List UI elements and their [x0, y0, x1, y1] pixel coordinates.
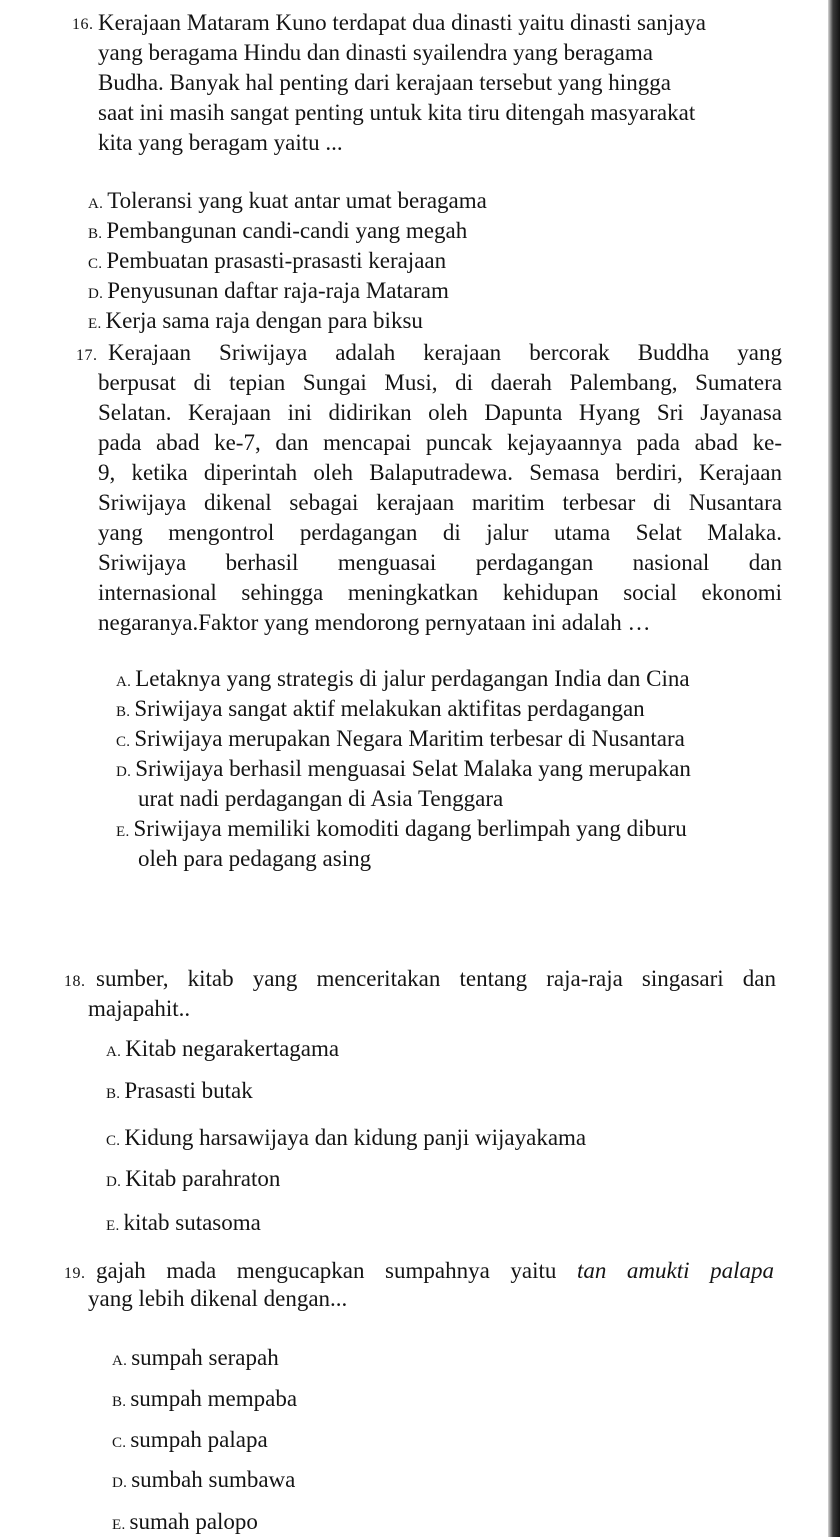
question-number: 17.: [76, 347, 98, 364]
stem-line: majapahit..: [88, 996, 191, 1021]
question-number: 16.: [72, 16, 94, 33]
option-d[interactable]: [106, 1164, 280, 1197]
stem-line: yang lebih dikenal dengan...: [88, 1286, 348, 1311]
option-text: Kitab parahraton: [125, 1166, 281, 1191]
option-b[interactable]: [88, 216, 467, 249]
option-letter: C.: [112, 1435, 127, 1451]
option-text: sumah palopo: [129, 1509, 258, 1534]
stem-line: Kerajaan Sriwijaya adalah kerajaan bercorak Buddha yang: [108, 340, 782, 365]
option-text: Kerja sama raja dengan para biksu: [105, 308, 423, 333]
question-stem: [98, 8, 778, 158]
option-e[interactable]: [88, 306, 423, 339]
option-text: Prasasti butak: [124, 1078, 253, 1103]
question-number: 18.: [64, 973, 86, 990]
option-continuation: urat nadi perdagangan di Asia Tenggara: [138, 786, 504, 811]
option-text: Penyusunan daftar raja-raja Mataram: [107, 278, 449, 303]
stem-line: pada abad ke-7, dan mencapai puncak kejayaannya pada abad ke-: [98, 430, 782, 455]
option-letter: A.: [112, 1353, 128, 1369]
option-letter: B.: [88, 226, 103, 242]
option-text: Sriwijaya merupakan Negara Maritim terbesar di Nusantara: [134, 726, 685, 751]
option-letter: E.: [112, 1517, 126, 1533]
question-stem: [96, 1256, 774, 1286]
question-number: 19.: [64, 1265, 86, 1282]
option-a[interactable]: [116, 664, 690, 697]
stem-line: negaranya.Faktor yang mendorong pernyataan ini adalah …: [98, 610, 651, 635]
option-text: kitab sutasoma: [123, 1210, 261, 1235]
option-letter: A.: [106, 1044, 122, 1060]
option-text: Kitab negarakertagama: [125, 1036, 340, 1061]
option-text: Kidung harsawijaya dan kidung panji wijayakama: [124, 1125, 587, 1150]
option-c[interactable]: [116, 724, 685, 757]
page-edge-shadow: [828, 0, 840, 1537]
option-text: sumpah serapah: [131, 1345, 279, 1370]
option-a[interactable]: [88, 186, 487, 219]
stem-line: kita yang beragam yaitu ...: [98, 130, 343, 155]
option-e[interactable]: [116, 814, 687, 847]
stem-italic-phrase: tan amukti palapa: [576, 1258, 774, 1283]
option-e[interactable]: [106, 1208, 261, 1241]
stem-line: Sriwijaya dikenal sebagai kerajaan maritim terbesar di Nusantara: [98, 490, 782, 515]
stem-line: saat ini masih sangat penting untuk kita tiru ditengah masyarakat: [98, 100, 696, 125]
option-text: Pembangunan candi-candi yang megah: [106, 218, 468, 243]
stem-line: 9, ketika diperintah oleh Balaputradewa. Semasa berdiri, Kerajaan: [98, 460, 782, 485]
option-b[interactable]: [112, 1384, 297, 1417]
stem-line: internasional sehingga meningkatkan kehidupan social ekonomi: [98, 580, 782, 605]
option-text: Letaknya yang strategis di jalur perdagangan India dan Cina: [135, 666, 690, 691]
stem-line: berpusat di tepian Sungai Musi, di daerah Palembang, Sumatera: [98, 370, 782, 395]
option-continuation: oleh para pedagang asing: [138, 846, 372, 871]
option-d[interactable]: [88, 276, 449, 309]
stem-line: sumber, kitab yang menceritakan tentang raja-raja singasari dan: [96, 966, 776, 991]
option-a[interactable]: [106, 1034, 339, 1067]
option-letter: D.: [88, 286, 104, 302]
stem-line: Sriwijaya berhasil menguasai perdagangan nasional dan: [98, 550, 782, 575]
option-letter: C.: [116, 734, 131, 750]
option-letter: E.: [116, 824, 130, 840]
option-text: sumbah sumbawa: [131, 1467, 296, 1492]
option-text: Sriwijaya berhasil menguasai Selat Malaka yang merupakan: [135, 756, 691, 781]
stem-text: gajah mada mengucapkan sumpahnya yaitu: [96, 1258, 557, 1283]
option-a[interactable]: [112, 1343, 279, 1376]
option-letter: D.: [112, 1475, 128, 1491]
stem-line: Kerajaan Mataram Kuno terdapat dua dinasti yaitu dinasti sanjaya: [98, 10, 707, 35]
option-text: Sriwijaya memiliki komoditi dagang berlimpah yang diburu: [133, 816, 687, 841]
question-stem: [98, 338, 782, 638]
stem-line: Selatan. Kerajaan ini didirikan oleh Dapunta Hyang Sri Jayanasa: [98, 400, 782, 425]
option-letter: C.: [88, 256, 103, 272]
option-letter: E.: [88, 316, 102, 332]
option-letter: B.: [106, 1086, 121, 1102]
option-d[interactable]: [112, 1465, 295, 1498]
option-text: Sriwijaya sangat aktif melakukan aktifitas perdagangan: [134, 696, 645, 721]
option-letter: B.: [112, 1394, 127, 1410]
option-c[interactable]: [106, 1123, 586, 1156]
stem-line: yang mengontrol perdagangan di jalur utama Selat Malaka.: [98, 520, 782, 545]
option-c[interactable]: [112, 1425, 268, 1458]
option-letter: D.: [116, 764, 132, 780]
option-letter: A.: [116, 674, 132, 690]
option-letter: D.: [106, 1174, 122, 1190]
stem-line: Budha. Banyak hal penting dari kerajaan tersebut yang hingga: [98, 70, 671, 95]
option-letter: A.: [88, 196, 104, 212]
stem-line: yang beragama Hindu dan dinasti syailendra yang beragama: [98, 40, 653, 65]
option-letter: B.: [116, 704, 131, 720]
option-text: Pembuatan prasasti-prasasti kerajaan: [106, 248, 447, 273]
option-e[interactable]: [112, 1507, 258, 1540]
option-text: Toleransi yang kuat antar umat beragama: [107, 188, 487, 213]
option-text: sumpah palapa: [130, 1427, 268, 1452]
option-b[interactable]: [106, 1076, 253, 1109]
option-c[interactable]: [88, 246, 446, 279]
stem-line: [96, 1256, 774, 1286]
option-text: sumpah mempaba: [130, 1386, 298, 1411]
option-b[interactable]: [116, 694, 645, 727]
option-letter: E.: [106, 1218, 120, 1234]
option-d[interactable]: [116, 754, 691, 787]
option-letter: C.: [106, 1133, 121, 1149]
question-stem: [96, 964, 776, 994]
